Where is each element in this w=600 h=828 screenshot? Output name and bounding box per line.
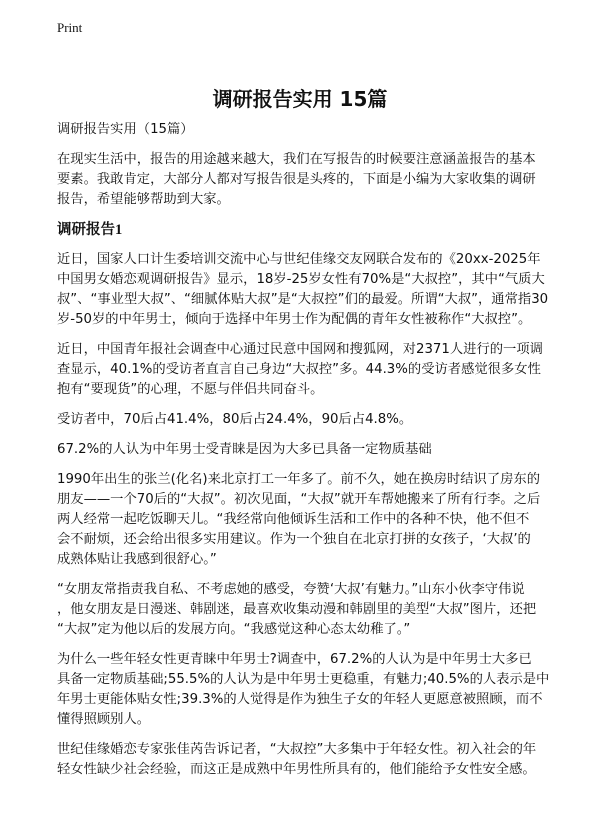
text-line: 受访者中，70后占41.4%，80后占24.4%，90后占4.8%。 (57, 412, 413, 427)
paragraph (57, 470, 577, 570)
text-line: 报告，希望能够帮助到大家。 (57, 192, 230, 207)
text-line: 世纪佳缘婚恋专家张佳芮告诉记者，“大叔控”大多集中于年轻女性。初入社会的年 (57, 742, 537, 757)
paragraph (57, 250, 577, 330)
text-line: 抱有“要现货”的心理，不愿与伴侣共同奋斗。 (57, 382, 324, 397)
text-line: 懂得照顾别人。 (57, 712, 151, 727)
text-line: 年男士更能体贴女性;39.3%的人觉得是作为独生子女的年轻人更愿意被照顾，而不 (57, 692, 543, 707)
text-line: 近日，国家人口计生委培训交流中心与世纪佳缘交友网联合发布的《20xx-2025年 (57, 252, 541, 267)
section-heading: 调研报告1 (57, 222, 123, 238)
text-line: 岁-50岁的中年男士，倾向于选择中年男士作为配偶的青年女性被称作“大叔控”。 (57, 312, 532, 327)
paragraph (57, 650, 577, 730)
text-line: 要素。我敢肯定，大部分人都对写报告很是头疼的，下面是小编为大家收集的调研 (57, 172, 536, 187)
text-line: ，他女朋友是日漫迷、韩剧迷，最喜欢收集动漫和韩剧里的美型“大叔”图片，还把 (57, 602, 537, 617)
text-line: 轻女性缺少社会经验，而这正是成熟中年男性所具有的，他们能给予女性安全感。 (57, 762, 536, 777)
report-paragraphs (57, 250, 577, 780)
text-line: 两人经常一起吃饭聊天儿。“我经常向他倾诉生活和工作中的各种不快，他不但不 (57, 512, 530, 527)
paragraph (57, 440, 577, 460)
paragraph (57, 740, 577, 780)
print-label[interactable]: Print (57, 20, 83, 35)
text-line: 查显示，40.1%的受访者直言自己身边“大叔控”多。44.3%的受访者感觉很多女性 (57, 362, 541, 377)
document-body (57, 120, 577, 790)
text-line: 叔”、“事业型大叔”、“细腻体贴大叔”是“大叔控”们的最爱。所谓“大叔”，通常指30 (57, 292, 549, 307)
intro-paragraph (57, 150, 577, 210)
text-line: 67.2%的人认为中年男士受青睐是因为大多已具备一定物质基础 (57, 442, 432, 457)
text-line: “女朋友常指责我自私、不考虑她的感受，夸赞‘大叔’有魅力。”山东小伙李守伟说 (57, 582, 525, 597)
text-line: 中国男女婚恋观调研报告》显示，18岁-25岁女性有70%是“大叔控”，其中“气质大 (57, 272, 545, 287)
text-line: 1990年出生的张兰(化名)来北京打工一年多了。前不久，她在换房时结识了房东的 (57, 472, 541, 487)
subtitle: 调研报告实用（15篇） (57, 122, 194, 137)
paragraph (57, 340, 577, 400)
paragraph (57, 410, 577, 430)
text-line: “大叔”定为他以后的发展方向。“我感觉这种心态太幼稚了。” (57, 622, 411, 637)
text-line: 近日，中国青年报社会调查中心通过民意中国网和搜狐网，对2371人进行的一项调 (57, 342, 543, 357)
text-line: 朋友——一个70后的“大叔”。初次见面，“大叔”就开车帮她搬来了所有行李。之后 (57, 492, 541, 507)
text-line: 成熟体贴让我感到很舒心。” (57, 552, 217, 567)
text-line: 会不耐烦，还会给出很多实用建议。作为一个独自在北京打拼的女孩子，‘大叔’的 (57, 532, 531, 547)
page-title: 调研报告实用 15篇 (212, 87, 388, 111)
paragraph (57, 580, 577, 640)
text-line: 在现实生活中，报告的用途越来越大，我们在写报告的时候要注意涵盖报告的基本 (57, 152, 536, 167)
text-line: 具备一定物质基础;55.5%的人认为是中年男士更稳重，有魅力;40.5%的人表示是中 (57, 672, 550, 687)
text-line: 为什么一些年轻女性更青睐中年男士?调查中，67.2%的人认为是中年男士大多已 (57, 652, 532, 667)
